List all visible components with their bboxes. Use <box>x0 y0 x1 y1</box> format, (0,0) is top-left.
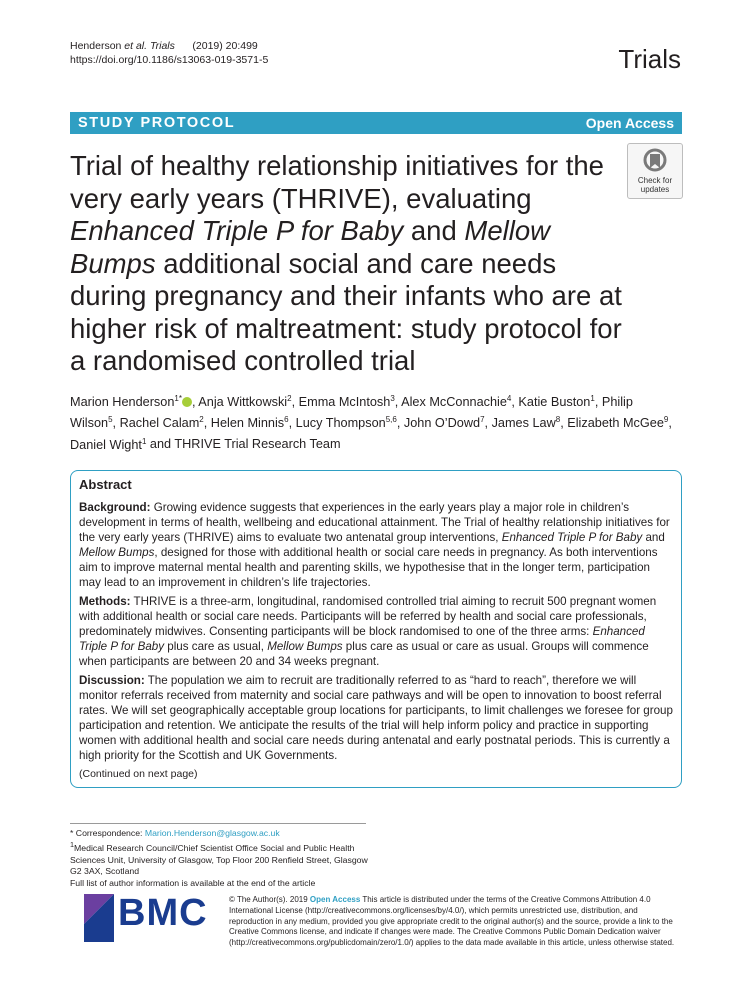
footnotes <box>70 828 380 889</box>
abstract-heading: Abstract <box>79 477 132 492</box>
footnote-divider <box>70 823 366 824</box>
journal-name: Trials <box>618 44 681 74</box>
waiver-link[interactable]: http://creativecommons.org/publicdomain/zero/1.0/ <box>231 938 411 948</box>
title-part3: additional social and care needs during pregnancy and their infants who are at higher risk of maltreatment: study protocol for a randomised controlled trial <box>70 247 622 376</box>
check-updates-text <box>628 176 682 194</box>
author[interactable]: Marion Henderson$^{1*}$ <box>70 394 182 410</box>
author[interactable]: John O’Dowd$^7$ <box>403 415 485 431</box>
open-access-label: Open Access <box>585 115 674 131</box>
check-updates-line1: Check for <box>637 176 673 185</box>
citation-year: (2019) 20:499 <box>192 40 258 52</box>
author-info-note: Full list of author information is available at the end of the article <box>70 877 316 888</box>
author[interactable]: Rachel Calam$^2$ <box>119 415 204 431</box>
authors-tail: and THRIVE Trial Research Team <box>146 437 341 452</box>
correspondence: * Correspondence: Marion.Henderson@glasgow.ac.uk <box>70 828 280 838</box>
citation-journal: Trials <box>147 40 175 52</box>
affiliation: $^1$Medical Research Council/Chief Scientist Office Social and Public Health Sciences Unit, University of Glasgow, Top Floor 200 Renfield Street, Glasgow G2 3AX, Scotland <box>70 840 368 877</box>
abstract-background: Background: Growing evidence suggests that experiences in the early years play a major role in children’s development in terms of health, wellbeing and educational attainment. The Trial of healthy relationship initiatives for the very early years (THRIVE) aims to evaluate two antenatal group interventions, Enhanced Triple P for Baby and Mellow Bumps, designed for those with additional health or social care needs in pregnancy. As both interventions aim to improve maternal mental health and parenting skills, we hypothesise that in the longer term, participation may lead to an improvement in children’s life trajectories. <box>79 501 670 589</box>
check-updates-icon <box>643 148 667 174</box>
abstract-box <box>70 470 682 788</box>
orcid-icon[interactable] <box>182 397 192 407</box>
citation-line <box>70 39 268 53</box>
author[interactable]: Anja Wittkowski$^2$ <box>198 394 292 410</box>
author-list: Marion Henderson$^{1*}$ , Anja Wittkowski$^2$, Emma McIntosh$^3$, Alex McConnachie$^4$, Katie Buston$^1$, Philip Wilson$^5$, Rachel Calam$^2$, Helen Minnis$^6$, Lucy Thompson$^{5,6}$, John O’Dowd$^7$, James Law$^8$, Elizabeth McGee$^9$, Daniel Wight$^1$ and THRIVE Trial Research Team <box>70 394 672 452</box>
citation-etal: et al. <box>124 40 148 52</box>
author[interactable]: Daniel Wight$^1$ <box>70 436 147 452</box>
title-italic2: Mellow Bumps <box>70 215 550 279</box>
author[interactable]: Katie Buston$^1$ <box>518 394 595 410</box>
author[interactable]: Philip Wilson$^5$ <box>70 395 633 431</box>
bmc-logo-text: BMC <box>118 892 208 934</box>
author[interactable]: Helen Minnis$^6$ <box>210 415 289 431</box>
author[interactable]: Elizabeth McGee$^9$ <box>567 415 669 431</box>
correspondence-email[interactable]: Marion.Henderson@glasgow.ac.uk <box>144 828 280 838</box>
abstract-methods: Methods: THRIVE is a three-arm, longitudinal, randomised controlled trial aiming to recruit 500 pregnant women with additional health or social care needs. Participants will be referred by health and social care professionals, predominately midwives. Consenting participants will be block randomised to one of the three arms: Enhanced Triple P for Baby plus care as usual, Mellow Bumps plus care as usual or care as usual. Groups will commence when participants are between 20 and 34 weeks pregnant. <box>79 595 657 668</box>
author[interactable]: Alex McConnachie$^4$ <box>401 394 512 410</box>
abstract-body <box>79 500 675 786</box>
author[interactable]: James Law$^8$ <box>491 415 561 431</box>
citation-authors: Henderson <box>70 40 125 52</box>
author[interactable]: Lucy Thompson$^{5,6}$ <box>295 415 397 431</box>
license-link[interactable]: http://creativecommons.org/licenses/by/4.0/ <box>307 905 462 915</box>
author[interactable]: Emma McIntosh$^3$ <box>298 394 395 410</box>
title-part1: Trial of healthy relationship initiatives for the very early years (THRIVE), evaluating <box>70 150 604 214</box>
continued-note: (Continued on next page) <box>79 768 198 780</box>
check-for-updates-button[interactable] <box>627 143 683 199</box>
title-part2: and <box>403 215 465 246</box>
article-type-banner <box>70 112 682 134</box>
article-type-label: STUDY PROTOCOL <box>78 115 236 131</box>
copyright-notice: © The Author(s). 2019 Open Access This article is distributed under the terms of the Creative Commons Attribution 4.0 International License (http://creativecommons.org/licenses/by/4.0/), which permits unrestricted use, distribution, and reproduction in any medium, provided you give appropriate credit to the original author(s) and the source, provide a link to the Creative Commons license, and indicate if changes were made. The Creative Commons Public Domain Dedication waiver (http://creativecommons.org/publicdomain/zero/1.0/) applies to the data made available in this article, unless otherwise stated. <box>229 895 675 948</box>
article-title <box>70 150 630 378</box>
abstract-discussion: Discussion: The population we aim to recruit are traditionally referred to as “hard to reach”, therefore we will monitor referrals received from maternity and social care pathways and will be open to innovation to boost referral rates. We will set geographically acceptable group locations for participants, to limit challenges we foresee for group participation and retention. We anticipate the results of the trial will help inform policy and practice in supporting women with additional health and social care needs during antenatal and early postnatal periods. This is currently a high priority for the Scottish and UK Governments. <box>79 674 673 762</box>
citation-header <box>70 39 268 67</box>
doi-link[interactable]: https://doi.org/10.1186/s13063-019-3571-5 <box>70 54 269 66</box>
check-updates-line2: updates <box>640 185 670 194</box>
title-italic1: Enhanced Triple P for Baby <box>70 215 404 246</box>
